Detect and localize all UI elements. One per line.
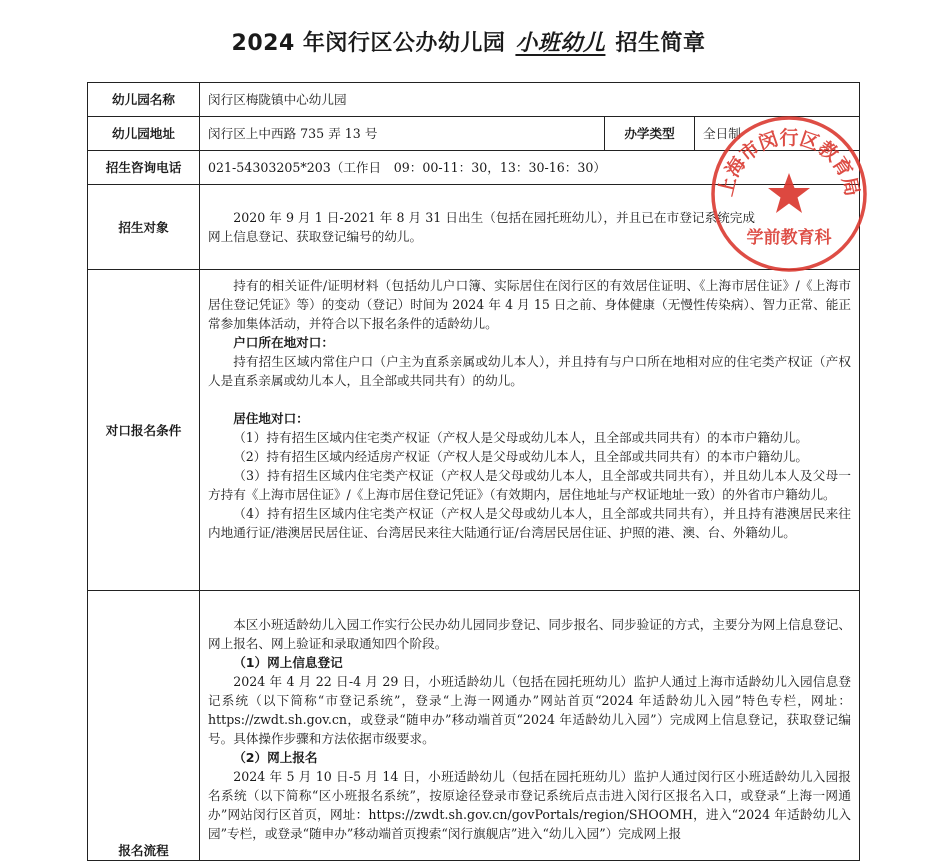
title-prefix: 2024 年闵行区公办幼儿园 — [231, 31, 506, 56]
hukou-title: 户口所在地对口： — [233, 335, 334, 350]
value-phone: 021-54303205*203（工作日 09：00-11：30，13：30-16：30） — [200, 151, 860, 185]
value-process — [200, 591, 860, 861]
value-address: 闵行区上中西路 735 弄 13 号 — [200, 117, 605, 151]
row-kindergarten-name — [88, 83, 860, 117]
label-conditions: 对口报名条件 — [88, 270, 200, 591]
step2-title: （2）网上报名 — [233, 750, 318, 765]
row-process — [88, 591, 860, 861]
seal-bottom-text: 学前教育科 — [746, 228, 832, 248]
label-phone: 招生咨询电话 — [88, 151, 200, 185]
enrollment-table — [87, 82, 860, 861]
target-text: 2020 年 9 月 1 日-2021 年 8 月 31 日出生（包括在园托班幼儿），并且已在市登记系统完成网上信息登记、获取登记编号的幼儿。 — [208, 210, 755, 244]
row-phone — [88, 151, 860, 185]
label-target: 招生对象 — [88, 185, 200, 270]
value-school-type: 全日制 — [695, 117, 860, 151]
process-intro: 本区小班适龄幼儿入园工作实行公民办幼儿园同步登记、同步报名、同步验证的方式，主要分为网上信息登记、网上报名、网上验证和录取通知四个阶段。 — [208, 617, 851, 651]
value-conditions — [200, 270, 860, 591]
seal-top-text: 上海市闵行区教育局 — [714, 127, 864, 199]
row-address — [88, 117, 860, 151]
title-emphasis: 小班幼儿 — [515, 31, 606, 56]
residence-item-2: （2）持有招生区域内经适房产权证（产权人是父母或幼儿本人，且全部或共同共有）的本市户籍幼儿。 — [233, 449, 808, 464]
step2-text: 2024 年 5 月 10 日-5 月 14 日，小班适龄幼儿（包括在园托班幼儿）监护人通过闵行区小班适龄幼儿入园报名系统（以下简称“区小班报名系统”，按原途径登录市登记系统后点击进入闵行区报名入口，或登录“上海一网通办”网站闵行区首页，网址：https://zwdt.sh.gov.cn/govPortals/region/SHOOMH，进入“2024 年适龄幼儿入园”专栏，或登录“随申办”移动端首页搜索“闵行旗舰店”进入“幼儿入园”）完成网上报 — [208, 769, 851, 841]
row-target — [88, 185, 860, 270]
residence-title: 居住地对口： — [233, 411, 309, 426]
page-title — [0, 26, 937, 57]
residence-item-1: （1）持有招生区域内住宅类产权证（产权人是父母或幼儿本人，且全部或共同共有）的本市户籍幼儿。 — [233, 430, 808, 445]
step1-text: 2024 年 4 月 22 日-4 月 29 日，小班适龄幼儿（包括在园托班幼儿）监护人通过上海市适龄幼儿入园信息登记系统（以下简称“市登记系统”，登录“上海一网通办”网站首页“2024 年适龄幼儿入园”特色专栏，网址：https://zwdt.sh.gov.cn，或登录“随申办”移动端首页“2024 年适龄幼儿入园”）完成网上信息登记，获取登记编号。具体操作步骤和方法依据市级要求。 — [208, 674, 851, 746]
residence-item-4: （4）持有招生区域内住宅类产权证（产权人是父母或幼儿本人，且全部或共同共有），并且持有港澳居民来往内地通行证/港澳居民居住证、台湾居民来往大陆通行证/台湾居民居住证、护照的港、澳、台、外籍幼儿。 — [208, 506, 851, 540]
conditions-intro: 持有的相关证件/证明材料（包括幼儿户口簿、实际居住在闵行区的有效居住证明、《上海市居住证》/《上海市居住登记凭证》等）的变动（登记）时间为 2024 年 4 月 15 日之前、身体健康（无慢性传染病）、智力正常、能正常参加集体活动，并符合以下报名条件的适龄幼儿。 — [208, 278, 851, 331]
row-conditions — [88, 270, 860, 591]
hukou-text: 持有招生区域内常住户口（户主为直系亲属或幼儿本人），并且持有与户口所在地相对应的住宅类产权证（产权人是直系亲属或幼儿本人，且全部或共同共有）的幼儿。 — [208, 354, 851, 388]
label-process: 报名流程 — [88, 591, 200, 861]
label-address: 幼儿园地址 — [88, 117, 200, 151]
label-school-type: 办学类型 — [605, 117, 695, 151]
residence-item-3: （3）持有招生区域内住宅类产权证（产权人是父母或幼儿本人，且全部或共同共有），并且幼儿本人及父母一方持有《上海市居住证》/《上海市居住登记凭证》（有效期内，居住地址与产权证地址一致）的外省市户籍幼儿。 — [208, 468, 851, 502]
label-kindergarten-name: 幼儿园名称 — [88, 83, 200, 117]
value-target — [200, 185, 860, 270]
step1-title: （1）网上信息登记 — [233, 655, 343, 670]
title-suffix: 招生简章 — [615, 31, 706, 56]
value-kindergarten-name: 闵行区梅陇镇中心幼儿园 — [200, 83, 860, 117]
spacer — [208, 390, 851, 409]
